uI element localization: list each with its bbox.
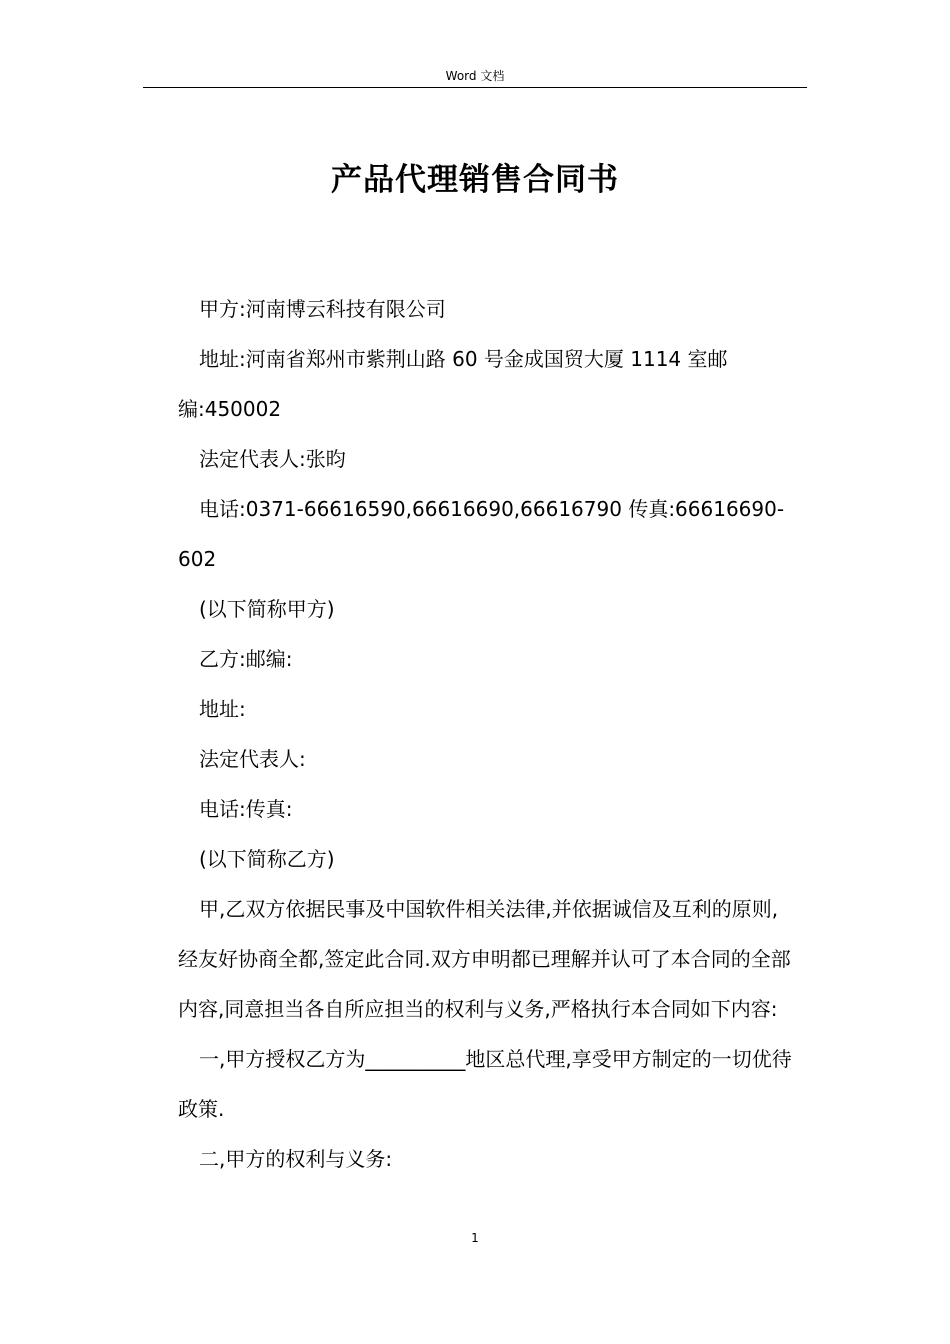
document-title: 产品代理销售合同书 <box>331 162 619 198</box>
party-a-short-name: (以下简称甲方) <box>199 597 335 621</box>
party-a-representative: 法定代表人:张昀 <box>199 447 346 471</box>
document-body <box>178 284 798 1184</box>
party-b-short-name: (以下简称乙方) <box>199 847 335 871</box>
party-b-name: 乙方:邮编: <box>199 647 293 671</box>
party-b-representative: 法定代表人: <box>199 747 306 771</box>
party-a-phone-fax: 电话:0371-66616590,66616690,66616790 传真:66616690-602 <box>178 497 785 571</box>
clause-two-heading: 二,甲方的权利与义务: <box>199 1147 393 1171</box>
party-b-phone-fax: 电话:传真: <box>199 797 293 821</box>
party-a-name: 甲方:河南博云科技有限公司 <box>199 297 446 321</box>
party-b-address: 地址: <box>199 697 246 721</box>
preamble-paragraph: 甲,乙双方依据民事及中国软件相关法律,并依据诚信及互利的原则,经友好协商全都,签定此合同.双方申明都已理解并认可了本合同的全部内容,同意担当各自所应担当的权利与义务,严格执行本合同如下内容: <box>178 897 791 1021</box>
header-rule <box>143 87 807 88</box>
party-a-address: 地址:河南省郑州市紫荆山路 60 号金成国贸大厦 1114 室邮编:450002 <box>178 347 728 421</box>
page-number: 1 <box>471 1231 479 1245</box>
clause-one: 一,甲方授权乙方为__________地区总代理,享受甲方制定的一切优待政策. <box>178 1047 792 1121</box>
header-label: Word 文档 <box>445 69 505 83</box>
